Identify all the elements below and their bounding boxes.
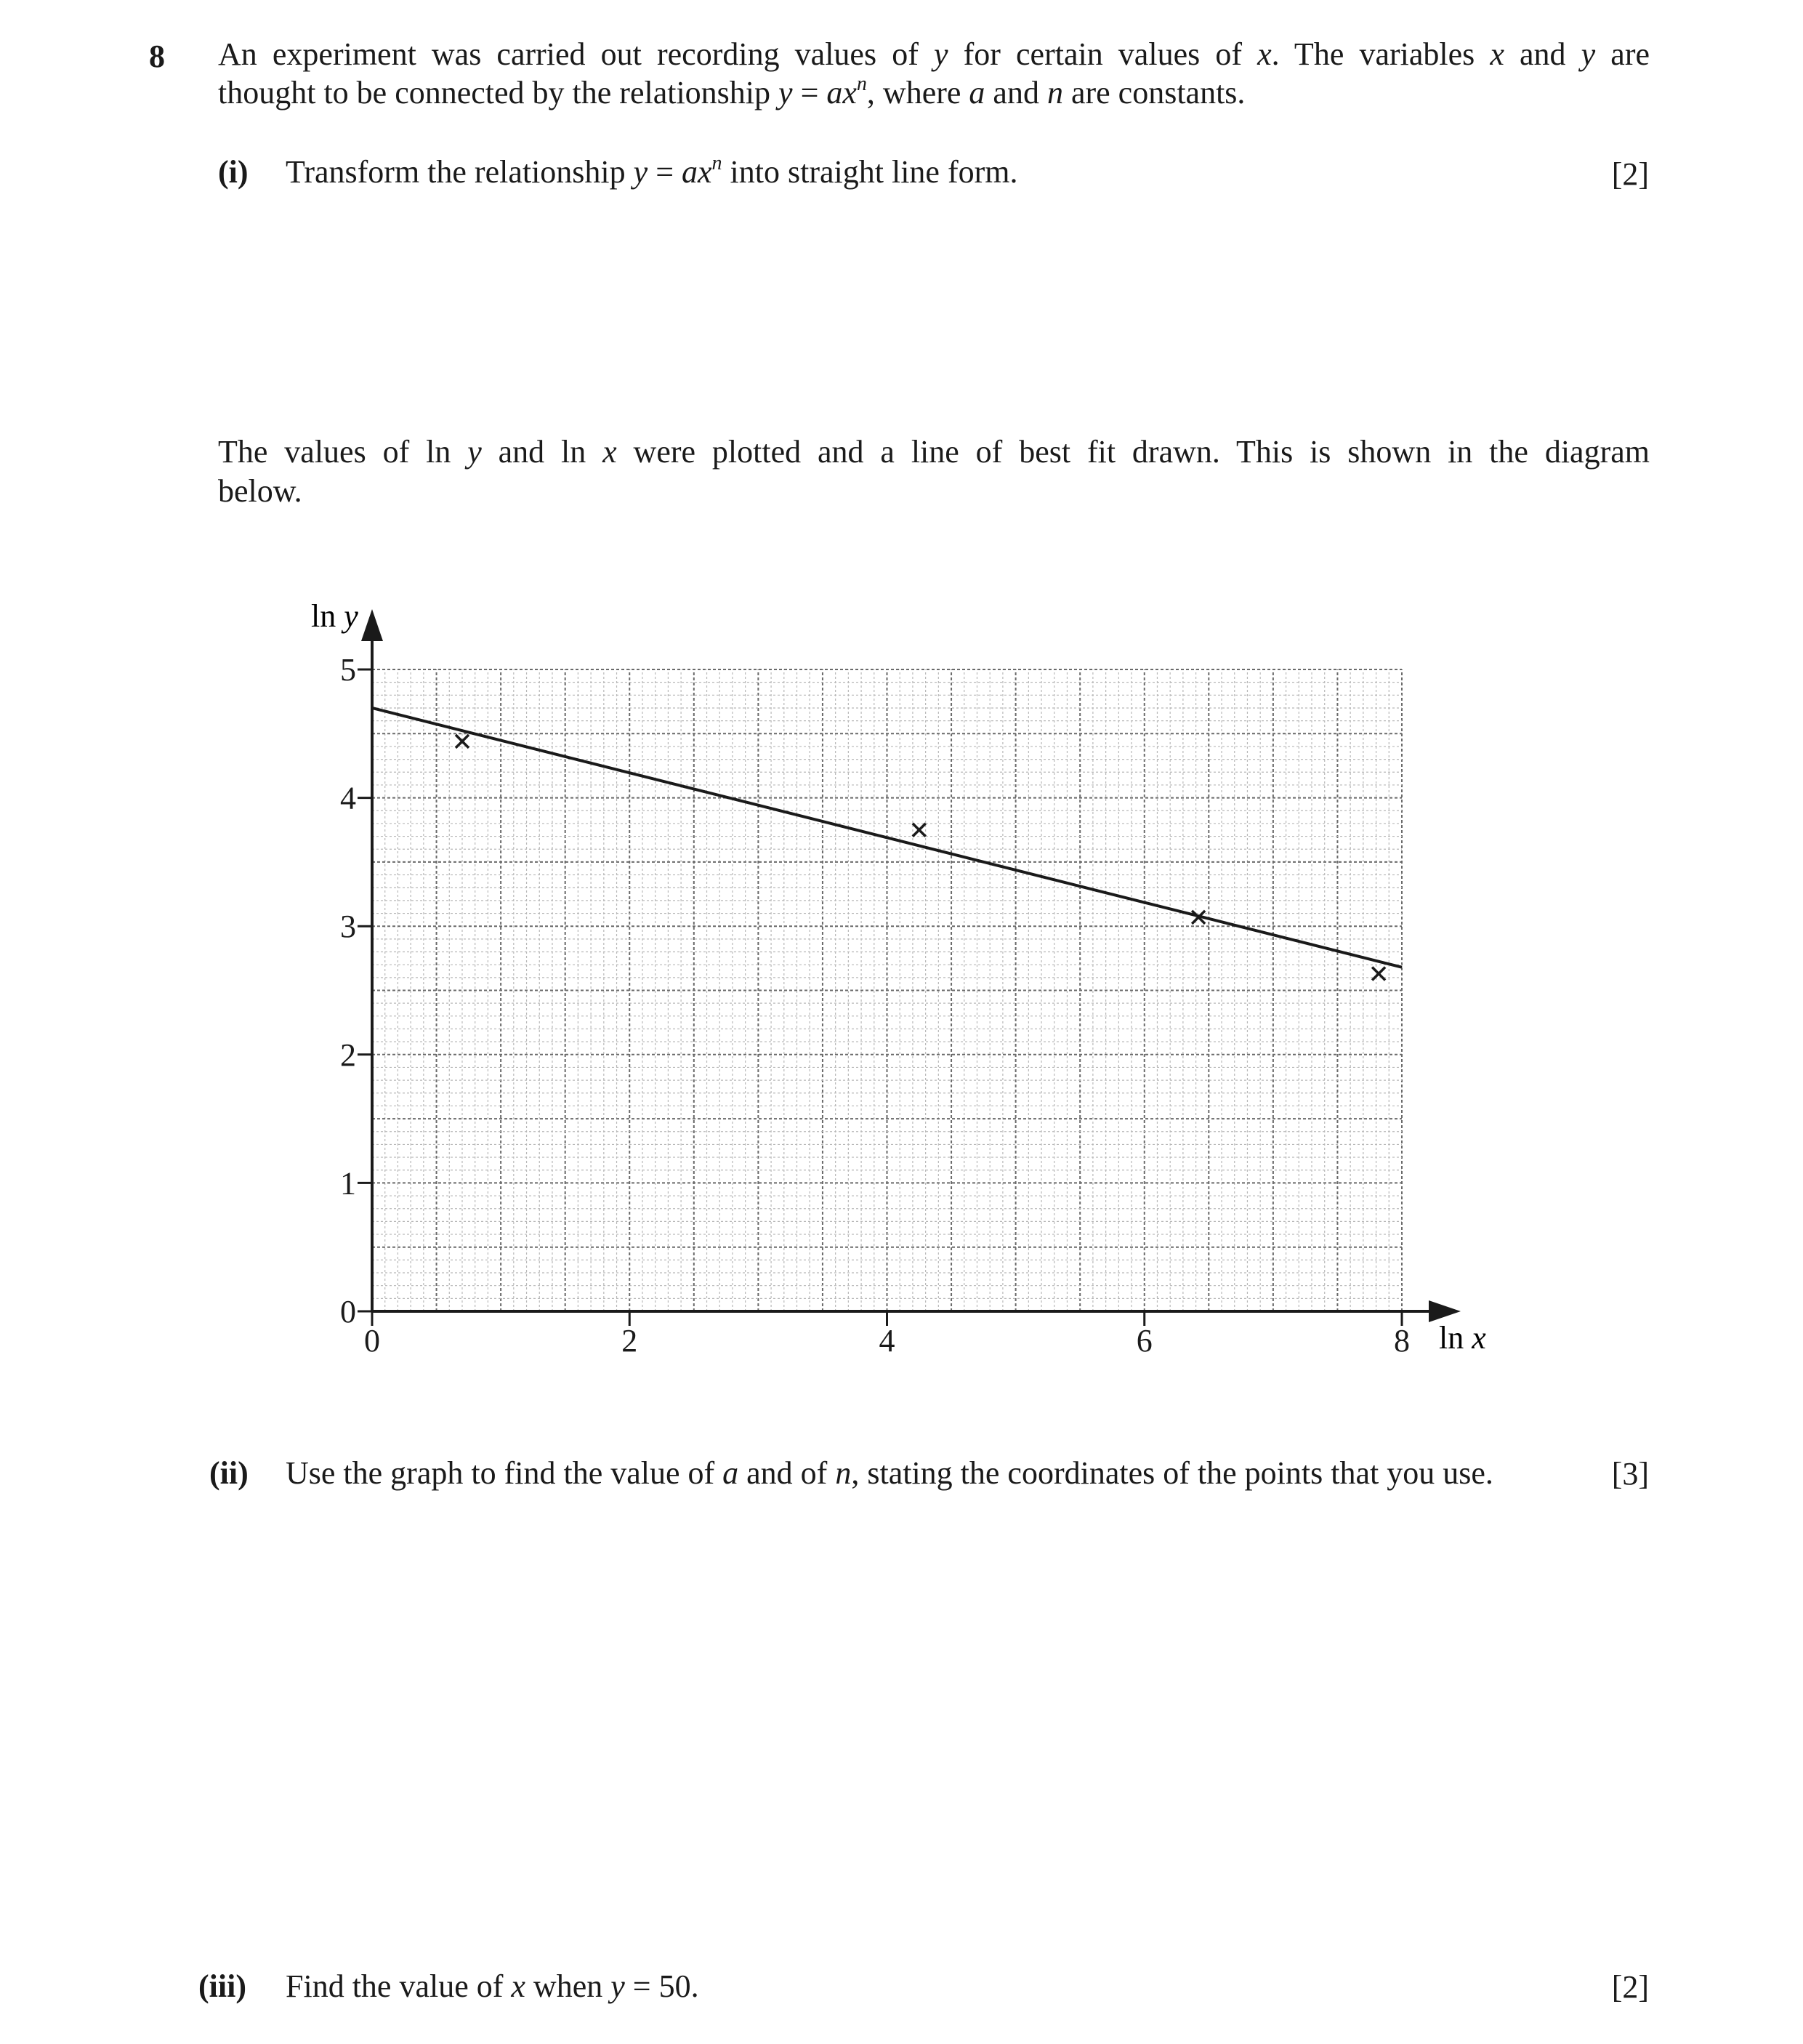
question-number: 8: [149, 39, 165, 74]
part-i-text: Transform the relationship $y = ax^n$ into straight line form.: [286, 152, 1018, 190]
x-tick-label: 0: [364, 1323, 380, 1359]
part-i-marks: [2]: [1611, 156, 1649, 192]
x-tick-label: 6: [1136, 1323, 1153, 1359]
data-point: [456, 735, 469, 748]
data-point: [913, 824, 926, 837]
data-point: [1372, 967, 1385, 981]
middle-line-2: below.: [218, 473, 302, 509]
x-tick-label: 4: [879, 1323, 895, 1359]
part-iii-label: (iii): [198, 1968, 246, 2004]
grid: [372, 669, 1402, 1311]
part-iii-marks: [2]: [1611, 1969, 1649, 2005]
y-axis-label: ln y: [311, 598, 358, 634]
y-axis-arrowhead: [361, 609, 383, 641]
part-i-label: (i): [218, 154, 249, 190]
intro-line-1: An experiment was carried out recording values of y for certain values of x. The variables x and y are: [218, 36, 1650, 72]
part-ii-text: Use the graph to find the value of a and of n, stating the coordinates of the points that you use.: [286, 1455, 1493, 1491]
part-ii-marks: [3]: [1611, 1456, 1649, 1492]
x-axis-arrowhead: [1429, 1300, 1461, 1322]
x-tick-label: 2: [621, 1323, 638, 1359]
x-axis-label: ln x: [1439, 1320, 1486, 1356]
x-tick-label: 8: [1394, 1323, 1410, 1359]
y-tick-label: 4: [340, 780, 356, 816]
y-tick-label: 0: [340, 1294, 356, 1329]
part-ii-label: (ii): [209, 1455, 249, 1491]
intro-line-2: thought to be connected by the relationship $y = ax^n$, where a and n are constants.: [218, 73, 1246, 110]
y-tick-label: 5: [340, 652, 356, 688]
part-iii-text: Find the value of x when y = 50.: [286, 1968, 699, 2004]
y-tick-label: 3: [340, 909, 356, 945]
y-tick-label: 2: [340, 1037, 356, 1073]
y-tick-label: 1: [340, 1165, 356, 1202]
middle-line-1: The values of ln y and ln x were plotted and a line of best fit drawn. This is shown in the diagram: [218, 434, 1650, 470]
data-points: [456, 735, 1385, 981]
